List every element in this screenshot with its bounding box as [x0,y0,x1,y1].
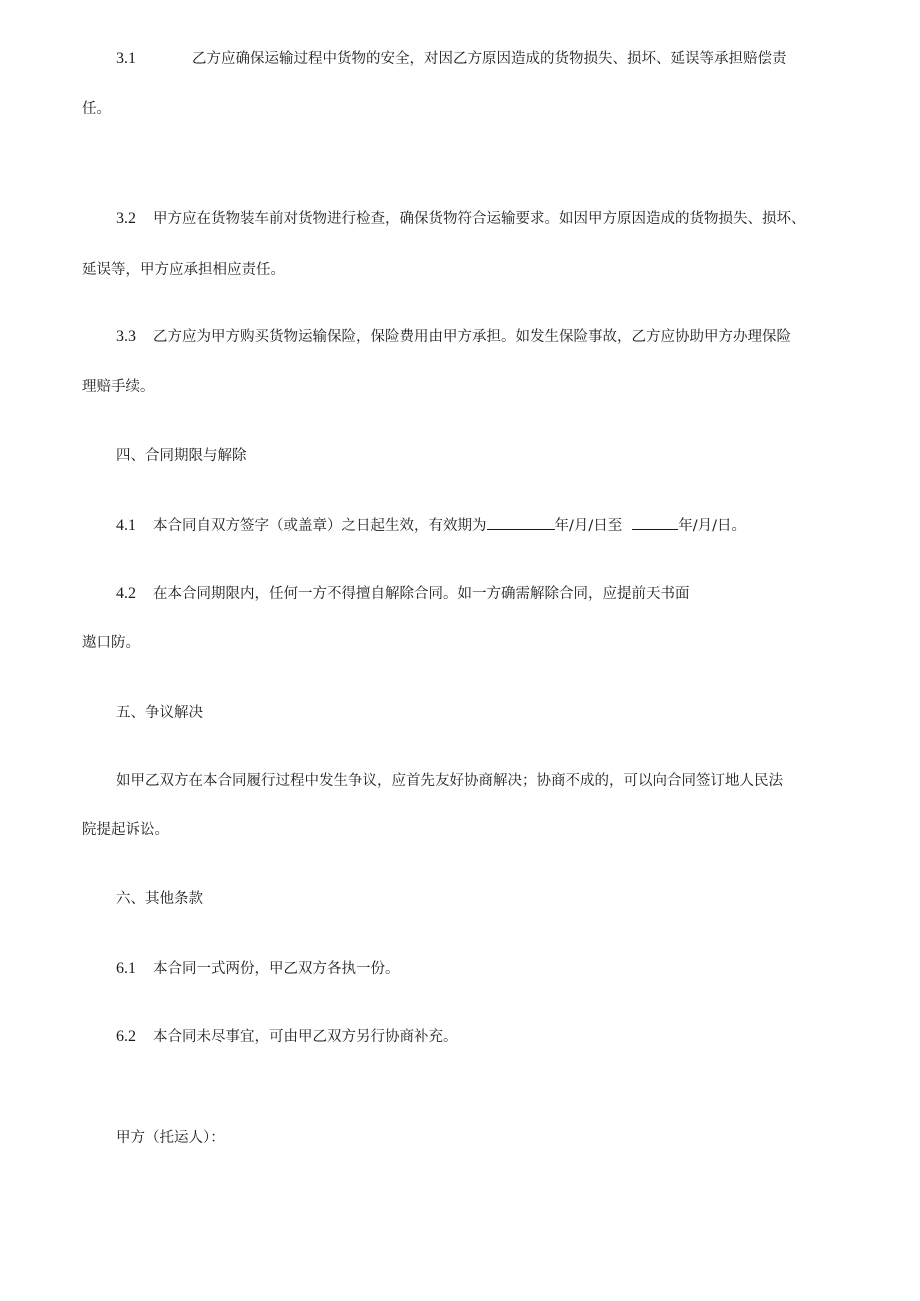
section-5-heading: 五、争议解决 [116,705,203,721]
clause-3-2-text: 甲方应在货物装车前对货物进行检查，确保货物符合运输要求。如因甲方原因造成的货物损失、损坏、 [153,211,806,227]
clause-6-1-number: 6.1 [116,960,136,977]
clause-4-2-line-2: 遨口防。 [82,635,140,651]
clause-6-1 [116,959,400,979]
clause-4-1-text-c: 年/月/日。 [678,518,747,534]
clause-3-3-number: 3.3 [116,328,136,345]
clause-3-2-number: 3.2 [116,210,136,227]
clause-3-1-line-2: 任。 [82,101,111,117]
clause-6-2-text: 本合同未尽事宜，可由甲乙双方另行协商补充。 [153,1029,458,1045]
clause-3-1-line-1 [116,49,787,69]
party-a-signature-label: 甲方（托运人）： [116,1130,225,1146]
clause-3-1-number: 3.1 [116,50,136,67]
section-4-heading: 四、合同期限与解除 [116,448,247,464]
start-date-blank[interactable] [487,515,555,530]
clause-4-1-text-a: 本合同自双方签字（或盖章）之日起生效，有效期为 [153,518,487,534]
clause-4-2-text: 在本合同期限内，任何一方不得擅自解除合同。如一方确需解除合同，应提前天书面 [153,586,690,602]
end-date-blank[interactable] [632,515,678,530]
section-6-heading: 六、其他条款 [116,891,203,907]
clause-6-2-number: 6.2 [116,1028,136,1045]
clause-4-2-number: 4.2 [116,585,136,602]
clause-4-2-line-1 [116,584,690,604]
clause-6-1-text: 本合同一式两份，甲乙双方各执一份。 [153,961,400,977]
section-5-line-2: 院提起诉讼。 [82,822,169,838]
clause-4-1-number: 4.1 [116,517,136,534]
clause-3-1-text: 乙方应确保运输过程中货物的安全，对因乙方原因造成的货物损失、损坏、延误等承担赔偿责 [192,51,787,67]
clause-4-1 [116,515,746,536]
clause-3-3-line-2: 理赔手续。 [82,379,155,395]
section-5-line-1: 如甲乙双方在本合同履行过程中发生争议，应首先友好协商解决；协商不成的，可以向合同签订地人民法 [116,773,783,789]
clause-3-2-line-1 [116,209,806,229]
clause-3-3-text: 乙方应为甲方购买货物运输保险，保险费用由甲方承担。如发生保险事故，乙方应协助甲方办理保险 [153,329,791,345]
clause-3-2-line-2: 延误等，甲方应承担相应责任。 [82,262,285,278]
clause-6-2 [116,1027,458,1047]
clause-3-3-line-1 [116,327,791,347]
clause-4-1-text-b: 年/月/日至 [554,518,623,534]
